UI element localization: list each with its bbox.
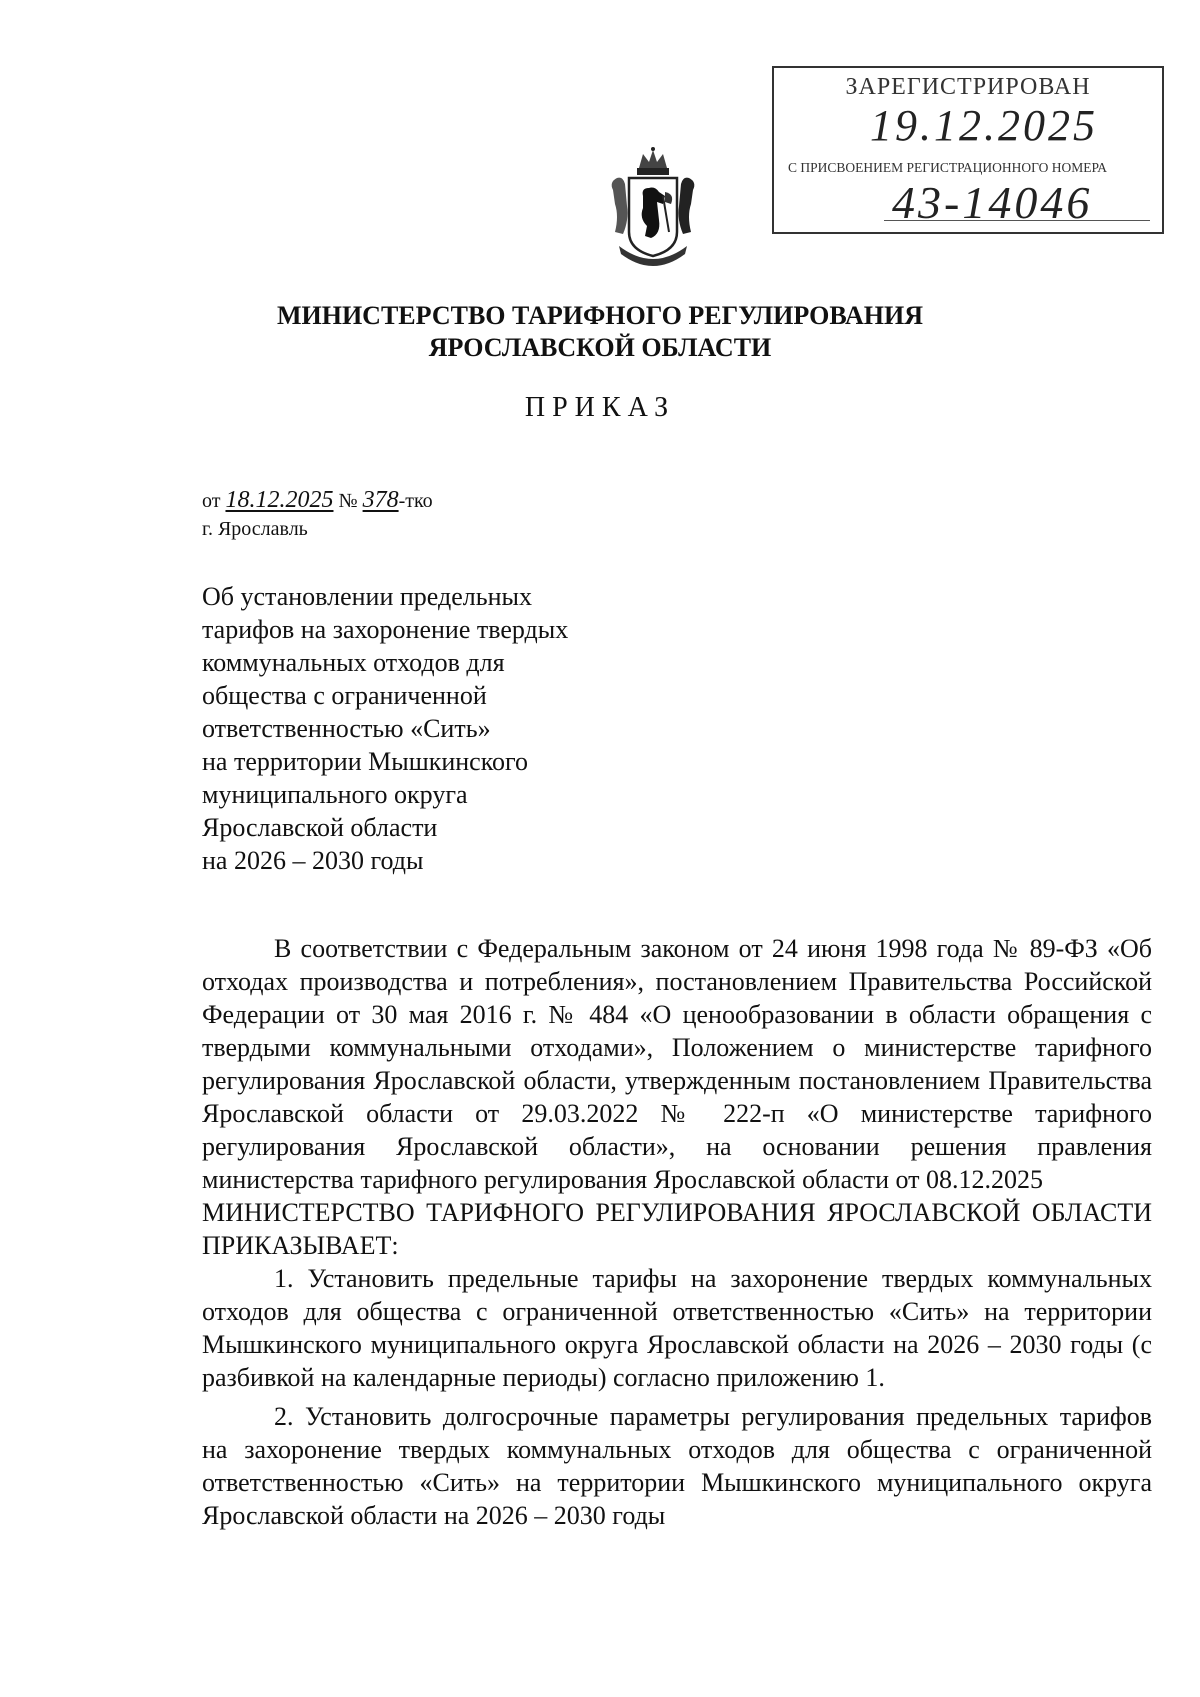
number-label: № [338,490,358,512]
order-item: 1. Установить предельные тарифы на захоронение твердых коммунальных отходов для общества с ограниченной ответственностью «Сить» на территории Мышкинского муниципального округа Ярославской области на 2026 – 2030 годы (с разбивкой на календарные периоды) согласно приложению 1. [202,1264,1152,1392]
subject-line: на 2026 – 2030 годы [202,846,424,875]
order-number: 378 [362,487,399,513]
subject-line: тарифов на захоронение твердых [202,615,569,644]
ministry-title [0,300,1200,364]
coat-of-arms-icon [605,146,701,274]
order-subject [202,580,568,877]
subject-line: Об установлении предельных [202,582,532,611]
order-body [202,932,1152,1532]
stamp-number: 43-14046 [892,177,1093,228]
order-date: 18.12.2025 [225,487,334,513]
registration-stamp [772,66,1164,234]
from-label: от [202,490,221,512]
subject-line: ответственностью «Сить» [202,714,491,743]
order-clause: МИНИСТЕРСТВО ТАРИФНОГО РЕГУЛИРОВАНИЯ ЯРОСЛАВСКОЙ ОБЛАСТИ ПРИКАЗЫВАЕТ: [202,1198,1152,1260]
order-item: 2. Установить долгосрочные параметры регулирования предельных тарифов на захоронение твердых коммунальных отходов для общества с ограниченной ответственностью «Сить» на территории Мышкинского муниципального округа Ярославской области на 2026 – 2030 годы [202,1402,1152,1530]
ministry-title-line1: МИНИСТЕРСТВО ТАРИФНОГО РЕГУЛИРОВАНИЯ [276,301,924,330]
stamp-status: ЗАРЕГИСТРИРОВАН [845,74,1091,100]
subject-line: коммунальных отходов для [202,648,505,677]
preamble-paragraph: В соответствии с Федеральным законом от 24 июня 1998 года № 89-ФЗ «Об отходах производства и потребления», постановлением Правительства Российской Федерации от 30 мая 2016 г. № 484 «О ценообразовании в области обращения с твердыми коммунальными отходами», Положением о министерстве тарифного регулирования Ярославской области, утвержденным постановлением Правительства Ярославской области от 29.03.2022 № 222-п «О министерстве тарифного регулирования Ярославской области», на основании решения правления министерства тарифного регулирования Ярославской области от 08.12.2025 [202,934,1152,1194]
stamp-divider [884,220,1150,221]
stamp-number-label: С ПРИСВОЕНИЕМ РЕГИСТРАЦИОННОГО НОМЕРА [788,160,1107,175]
stamp-date: 19.12.2025 [870,101,1098,150]
subject-line: на территории Мышкинского [202,747,529,776]
order-meta [202,486,433,543]
order-city: г. Ярославль [202,518,308,540]
subject-line: Ярославской области [202,813,438,842]
order-date-number-line [202,486,433,515]
document-type: ПРИКАЗ [524,392,676,423]
order-number-suffix: -тко [398,490,433,512]
ministry-title-line2: ЯРОСЛАВСКОЙ ОБЛАСТИ [428,333,772,362]
subject-line: муниципального округа [202,780,468,809]
subject-line: общества с ограниченной [202,681,487,710]
